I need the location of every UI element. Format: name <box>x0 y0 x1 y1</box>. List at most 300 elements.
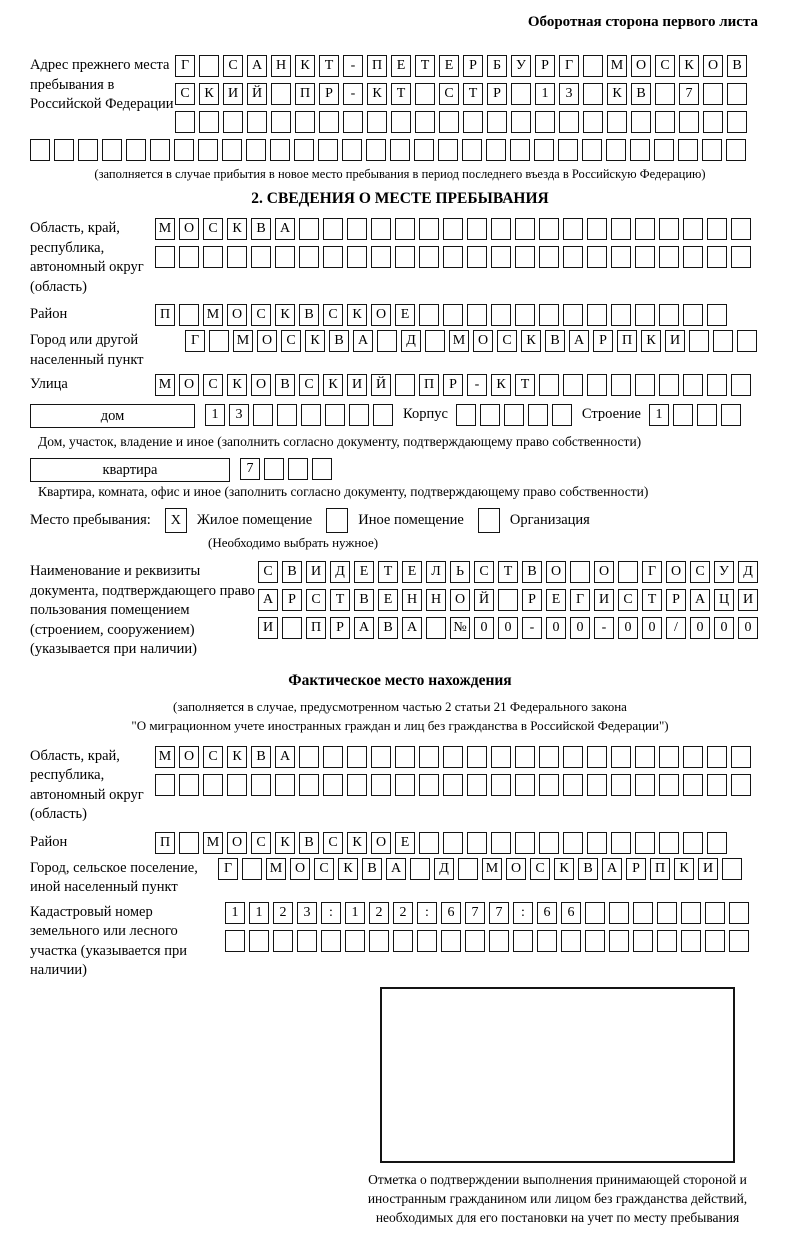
char-cell <box>703 83 723 105</box>
char-cell: В <box>299 832 319 854</box>
char-cell <box>299 246 319 268</box>
char-cell <box>611 746 631 768</box>
char-cell <box>295 111 315 133</box>
char-cell <box>312 458 332 480</box>
char-cell: Г <box>185 330 205 352</box>
char-cell <box>179 304 199 326</box>
district-row <box>155 304 727 326</box>
char-cell: И <box>698 858 718 880</box>
char-cell: 1 <box>535 83 555 105</box>
char-cell: О <box>546 561 566 583</box>
char-cell: 0 <box>618 617 638 639</box>
char-cell: М <box>203 304 223 326</box>
char-cell: А <box>275 746 295 768</box>
char-cell <box>511 83 531 105</box>
char-cell: 2 <box>273 902 293 924</box>
stay-option-organization-label: Организация <box>509 512 590 529</box>
char-cell: Т <box>463 83 483 105</box>
char-cell <box>395 774 415 796</box>
city-block <box>30 330 770 370</box>
char-cell: С <box>497 330 517 352</box>
char-cell <box>467 218 487 240</box>
char-cell: П <box>617 330 637 352</box>
char-cell <box>727 111 747 133</box>
char-cell <box>563 246 583 268</box>
char-cell <box>491 774 511 796</box>
char-cell: В <box>522 561 542 583</box>
char-cell: № <box>450 617 470 639</box>
char-cell: И <box>738 589 758 611</box>
prev-address-row-2 <box>175 83 770 105</box>
char-cell <box>491 832 511 854</box>
char-cell: К <box>491 374 511 396</box>
stay-option-other-premises-label: Иное помещение <box>358 512 464 529</box>
char-cell <box>635 374 655 396</box>
char-cell <box>657 902 677 924</box>
char-cell <box>419 246 439 268</box>
char-cell <box>301 404 321 426</box>
char-cell: Р <box>282 589 302 611</box>
char-cell: Д <box>330 561 350 583</box>
district-block <box>30 304 770 326</box>
char-cell <box>607 111 627 133</box>
char-cell: 1 <box>205 404 225 426</box>
char-cell: О <box>371 832 391 854</box>
char-cell <box>419 304 439 326</box>
char-cell <box>679 111 699 133</box>
char-cell: С <box>306 589 326 611</box>
region-label: Область, край, республика, автономный округ (область) <box>30 220 144 295</box>
char-cell: К <box>275 832 295 854</box>
char-cell <box>515 774 535 796</box>
char-cell <box>673 404 693 426</box>
char-cell <box>539 832 559 854</box>
city-label: Город или другой населенный пункт <box>30 332 144 368</box>
char-cell <box>707 374 727 396</box>
char-cell: 0 <box>738 617 758 639</box>
char-cell <box>414 139 434 161</box>
char-cell: У <box>511 55 531 77</box>
char-cell <box>419 218 439 240</box>
char-cell <box>443 218 463 240</box>
char-cell <box>323 774 343 796</box>
char-cell: Н <box>426 589 446 611</box>
char-cell <box>271 111 291 133</box>
char-cell <box>395 218 415 240</box>
char-cell: С <box>439 83 459 105</box>
char-cell: Е <box>354 561 374 583</box>
char-cell <box>294 139 314 161</box>
char-cell <box>443 304 463 326</box>
cadastral-block <box>30 902 770 981</box>
house-number-cells <box>205 404 393 426</box>
char-cell: Р <box>319 83 339 105</box>
char-cell: М <box>155 218 175 240</box>
char-cell: Т <box>391 83 411 105</box>
char-cell: О <box>371 304 391 326</box>
char-cell: М <box>607 55 627 77</box>
char-cell <box>697 404 717 426</box>
char-cell: С <box>655 55 675 77</box>
char-cell: Г <box>570 589 590 611</box>
char-cell <box>299 746 319 768</box>
char-cell: С <box>203 218 223 240</box>
char-cell: О <box>450 589 470 611</box>
char-cell: С <box>618 589 638 611</box>
char-cell: В <box>299 304 319 326</box>
char-cell <box>713 330 733 352</box>
char-cell <box>343 111 363 133</box>
char-cell <box>515 218 535 240</box>
checkbox-organization <box>478 508 500 533</box>
document-block <box>30 561 770 660</box>
char-cell <box>345 930 365 952</box>
char-cell: Т <box>319 55 339 77</box>
char-cell <box>198 139 218 161</box>
char-cell: О <box>473 330 493 352</box>
prev-address-row-3 <box>175 111 770 133</box>
char-cell: 0 <box>714 617 734 639</box>
char-cell <box>705 930 725 952</box>
actual-region-grid <box>155 746 770 796</box>
char-cell: К <box>347 304 367 326</box>
char-cell <box>515 246 535 268</box>
char-cell: П <box>306 617 326 639</box>
char-cell: Е <box>391 55 411 77</box>
char-cell <box>347 218 367 240</box>
char-cell: С <box>251 832 271 854</box>
char-cell <box>347 774 367 796</box>
char-cell: П <box>295 83 315 105</box>
char-cell <box>491 746 511 768</box>
char-cell <box>659 832 679 854</box>
char-cell: С <box>530 858 550 880</box>
char-cell <box>683 746 703 768</box>
char-cell: - <box>343 83 363 105</box>
char-cell <box>681 902 701 924</box>
char-cell: - <box>343 55 363 77</box>
char-cell <box>443 832 463 854</box>
section2-title: 2. СВЕДЕНИЯ О МЕСТЕ ПРЕБЫВАНИЯ <box>251 190 549 207</box>
char-cell: К <box>554 858 574 880</box>
confirmation-mark-box <box>380 987 735 1163</box>
char-cell: Р <box>443 374 463 396</box>
char-cell <box>393 930 413 952</box>
char-cell: Н <box>402 589 422 611</box>
char-cell <box>559 111 579 133</box>
char-cell <box>587 774 607 796</box>
char-cell <box>611 374 631 396</box>
char-cell <box>463 111 483 133</box>
char-cell <box>659 246 679 268</box>
document-row-1 <box>258 561 770 583</box>
stroenie-cells <box>649 404 741 426</box>
char-cell <box>467 304 487 326</box>
char-cell: К <box>295 55 315 77</box>
cadastral-label: Кадастровый номер земельного или лесного участка (указывается при наличии) <box>30 903 187 979</box>
char-cell <box>299 774 319 796</box>
char-cell: В <box>378 617 398 639</box>
char-cell <box>395 746 415 768</box>
char-cell: М <box>155 746 175 768</box>
char-cell <box>731 774 751 796</box>
char-cell <box>366 139 386 161</box>
char-cell: И <box>223 83 243 105</box>
char-cell <box>683 246 703 268</box>
char-cell <box>367 111 387 133</box>
char-cell: О <box>666 561 686 583</box>
char-cell <box>707 774 727 796</box>
char-cell <box>371 218 391 240</box>
char-cell <box>731 218 751 240</box>
char-cell: 0 <box>546 617 566 639</box>
char-cell <box>275 246 295 268</box>
char-cell: М <box>266 858 286 880</box>
char-cell <box>491 246 511 268</box>
char-cell: К <box>227 218 247 240</box>
char-cell <box>707 746 727 768</box>
char-cell: - <box>594 617 614 639</box>
korpus-label: Корпус <box>403 406 448 423</box>
char-cell: М <box>233 330 253 352</box>
char-cell: И <box>306 561 326 583</box>
char-cell: С <box>323 304 343 326</box>
char-cell <box>659 774 679 796</box>
char-cell <box>618 561 638 583</box>
char-cell: / <box>666 617 686 639</box>
char-cell: А <box>258 589 278 611</box>
cadastral-grid <box>225 902 770 952</box>
char-cell <box>729 930 749 952</box>
char-cell: Е <box>546 589 566 611</box>
char-cell <box>563 218 583 240</box>
char-cell: И <box>347 374 367 396</box>
char-cell <box>443 774 463 796</box>
char-cell <box>225 930 245 952</box>
char-cell <box>655 83 675 105</box>
char-cell: К <box>275 304 295 326</box>
char-cell: 2 <box>393 902 413 924</box>
char-cell <box>270 139 290 161</box>
char-cell: О <box>257 330 277 352</box>
char-cell <box>371 746 391 768</box>
char-cell <box>563 746 583 768</box>
prev-address-row-1 <box>175 55 770 77</box>
char-cell: С <box>323 832 343 854</box>
char-cell: Т <box>330 589 350 611</box>
char-cell <box>179 246 199 268</box>
char-cell: К <box>227 374 247 396</box>
stay-type-label: Место пребывания: <box>30 512 151 529</box>
actual-district-block <box>30 832 770 854</box>
char-cell: : <box>513 902 533 924</box>
char-cell <box>659 374 679 396</box>
region-row-2 <box>155 246 770 268</box>
char-cell: К <box>367 83 387 105</box>
char-cell <box>155 246 175 268</box>
char-cell: С <box>258 561 278 583</box>
char-cell <box>683 218 703 240</box>
char-cell <box>297 930 317 952</box>
char-cell: Е <box>402 561 422 583</box>
char-cell <box>347 246 367 268</box>
char-cell: 1 <box>345 902 365 924</box>
char-cell: Р <box>666 589 686 611</box>
char-cell: 1 <box>225 902 245 924</box>
char-cell <box>539 774 559 796</box>
char-cell: 0 <box>690 617 710 639</box>
char-cell <box>395 246 415 268</box>
char-cell <box>491 218 511 240</box>
char-cell <box>635 774 655 796</box>
char-cell: Й <box>474 589 494 611</box>
char-cell <box>467 832 487 854</box>
char-cell <box>678 139 698 161</box>
char-cell <box>582 139 602 161</box>
char-cell: 7 <box>240 458 260 480</box>
char-cell <box>515 832 535 854</box>
prev-address-block <box>30 55 770 133</box>
char-cell: 0 <box>498 617 518 639</box>
char-cell <box>563 304 583 326</box>
char-cell: Г <box>218 858 238 880</box>
char-cell: Д <box>401 330 421 352</box>
confirmation-mark-area <box>365 987 750 1228</box>
actual-location-title: Фактическое место нахождения <box>288 671 512 689</box>
char-cell <box>443 746 463 768</box>
char-cell: С <box>474 561 494 583</box>
char-cell <box>373 404 393 426</box>
char-cell: Е <box>395 304 415 326</box>
char-cell: Т <box>515 374 535 396</box>
char-cell <box>349 404 369 426</box>
char-cell <box>609 930 629 952</box>
char-cell <box>175 111 195 133</box>
char-cell <box>465 930 485 952</box>
char-cell: О <box>179 746 199 768</box>
prev-address-row-4 <box>30 139 770 161</box>
char-cell: И <box>594 589 614 611</box>
char-cell <box>102 139 122 161</box>
checkbox-other-premises <box>326 508 348 533</box>
char-cell <box>587 746 607 768</box>
char-cell: 3 <box>229 404 249 426</box>
char-cell: А <box>354 617 374 639</box>
char-cell <box>630 139 650 161</box>
char-cell <box>570 561 590 583</box>
char-cell <box>707 218 727 240</box>
char-cell <box>456 404 476 426</box>
char-cell: 1 <box>649 404 669 426</box>
char-cell <box>722 858 742 880</box>
char-cell: А <box>690 589 710 611</box>
char-cell: 0 <box>474 617 494 639</box>
char-cell: Р <box>593 330 613 352</box>
char-cell: С <box>203 746 223 768</box>
char-cell <box>498 589 518 611</box>
char-cell <box>654 139 674 161</box>
stroenie-label: Строение <box>581 406 641 423</box>
char-cell <box>585 930 605 952</box>
char-cell <box>390 139 410 161</box>
char-cell <box>318 139 338 161</box>
char-cell <box>415 83 435 105</box>
char-cell: Р <box>463 55 483 77</box>
char-cell <box>487 111 507 133</box>
char-cell <box>203 246 223 268</box>
char-cell: В <box>362 858 382 880</box>
char-cell: О <box>179 218 199 240</box>
actual-city-block <box>30 858 770 898</box>
char-cell <box>486 139 506 161</box>
char-cell: В <box>275 374 295 396</box>
char-cell <box>552 404 572 426</box>
char-cell: Г <box>175 55 195 77</box>
apartment-cells <box>240 458 332 480</box>
char-cell: 6 <box>561 902 581 924</box>
actual-region-row-1 <box>155 746 770 768</box>
char-cell: : <box>321 902 341 924</box>
char-cell <box>347 746 367 768</box>
char-cell: О <box>227 304 247 326</box>
char-cell <box>419 746 439 768</box>
char-cell <box>606 139 626 161</box>
char-cell <box>683 374 703 396</box>
street-row <box>155 374 751 396</box>
char-cell: Р <box>330 617 350 639</box>
char-cell <box>251 246 271 268</box>
char-cell: 6 <box>441 902 461 924</box>
char-cell <box>510 139 530 161</box>
char-cell <box>539 246 559 268</box>
char-cell <box>631 111 651 133</box>
char-cell <box>611 832 631 854</box>
char-cell: К <box>679 55 699 77</box>
char-cell: О <box>703 55 723 77</box>
char-cell <box>242 858 262 880</box>
char-cell <box>458 858 478 880</box>
char-cell <box>371 246 391 268</box>
district-label: Район <box>30 306 68 322</box>
char-cell <box>246 139 266 161</box>
actual-city-label: Город, сельское поселение, иной населенный пункт <box>30 859 198 896</box>
char-cell: Е <box>378 589 398 611</box>
char-cell <box>417 930 437 952</box>
char-cell: И <box>665 330 685 352</box>
char-cell: Р <box>487 83 507 105</box>
char-cell: К <box>521 330 541 352</box>
char-cell: 6 <box>537 902 557 924</box>
char-cell: А <box>569 330 589 352</box>
actual-district-row <box>155 832 727 854</box>
char-cell: : <box>417 902 437 924</box>
char-cell <box>223 111 243 133</box>
char-cell: С <box>281 330 301 352</box>
char-cell: О <box>290 858 310 880</box>
char-cell: Д <box>434 858 454 880</box>
char-cell <box>731 746 751 768</box>
char-cell: К <box>674 858 694 880</box>
char-cell <box>558 139 578 161</box>
char-cell <box>264 458 284 480</box>
char-cell <box>415 111 435 133</box>
char-cell <box>731 374 751 396</box>
char-cell <box>199 55 219 77</box>
char-cell <box>179 832 199 854</box>
stay-option-residential-label: Жилое помещение <box>196 512 313 529</box>
house-block <box>30 404 770 432</box>
char-cell <box>587 304 607 326</box>
